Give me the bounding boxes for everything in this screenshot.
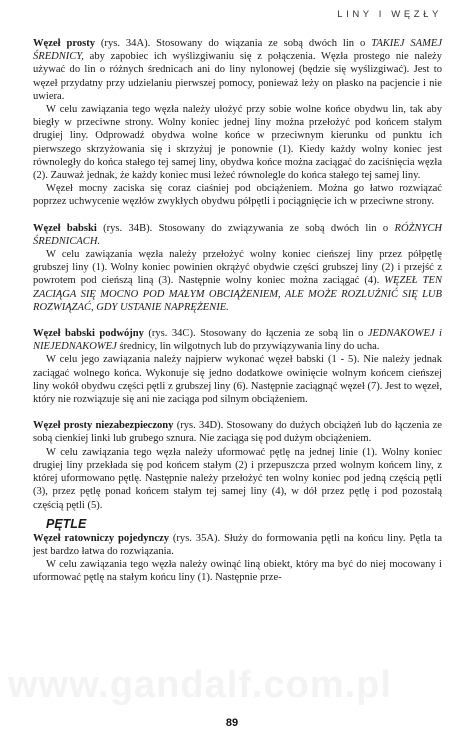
paragraph-text: (rys. 34D). Stosowany do dużych obciążeń lub do łączenia ze sobą cienkiej linki lub grubego sznura. Nie zaciąga się pod dużym obciążeniem. bbox=[33, 420, 442, 445]
paragraph-bowline-intro bbox=[33, 532, 442, 558]
watermark: www.gandalf.com.pl bbox=[8, 664, 392, 706]
paragraph-carrick-bend-intro bbox=[33, 419, 442, 445]
paragraph-carrick-bend-instructions: W celu zawiązania tego węzła należy uformować pętlę na jednej linie (1). Wolny koniec drugiej liny przekłada się pod końcem stałym (2) i przepuszcza przed wolnym końcem liny, z której uformowano pętlę. Następnie należy przełożyć ten wolny koniec pod jedną częścią pętli (3), przez pętlę ponad końcem stałym tej samej liny (4), w dół przez pętlę i pod pozostałą częścią pętli (5). bbox=[33, 446, 442, 511]
knot-name: Węzeł ratowniczy pojedynczy bbox=[33, 532, 170, 544]
paragraph-text: (rys. 34B). Stosowany do związywania ze sobą dwóch lin o bbox=[96, 222, 395, 234]
paragraph-reef-knot-intro bbox=[33, 37, 442, 103]
knot-name: Węzeł babski podwójny bbox=[33, 328, 144, 340]
knot-name: Węzeł babski bbox=[33, 222, 97, 234]
paragraph-reef-knot-instructions: W celu zawiązania tego węzła należy ułożyć przy sobie wolne końce obydwu lin, tak aby biegły w przeciwne strony. Wolny koniec jednej liny można przełożyć pod końcem stałym drugiej liny. Odprowadź obydwa wolne końce w przeciwnym kierunku od punktu ich pierwszego skrzyżowania się i skrzyżuj je ponownie (1). Kiedy każdy wolny koniec jest równoległy do końca stałego tej samej liny, obydwa końce można zaciągać do zaciśnięcia węzła (2). Zauważ jednak, że każdy koniec musi leżeć równolegle do końca stałego tej samej liny. bbox=[33, 104, 442, 182]
running-head: LINY I WĘZŁY bbox=[337, 9, 442, 20]
page-number: 89 bbox=[225, 717, 239, 729]
emphasis-text: RÓŻNYCH ŚREDNICACH. bbox=[33, 222, 442, 247]
knot-name: Węzeł prosty niezabezpieczony bbox=[33, 420, 174, 432]
paragraph-reef-knot-release: Węzeł mocny zaciska się coraz ciaśniej pod obciążeniem. Można go łatwo rozwiązać poprzez uchwycenie węzłów zwykłych obydwu półpętli i pociągnięcie ich w przeciwne strony. bbox=[33, 183, 442, 208]
emphasis-text: TAKIEJ SAMEJ ŚREDNICY, bbox=[33, 38, 442, 63]
paragraph-text: (rys. 34A). Stosowany do wiązania ze sobą dwóch lin o bbox=[94, 38, 372, 49]
paragraph-text: aby zapobiec ich wyślizgiwaniu się z połączenia. Węzła prostego nie należy używać do lin o różnych średnicach ani do liny nylonowej (będzie się wyślizgiwać). Jest to węzeł przydatny przy udzielaniu pierwszej pomocy, ponieważ leży on płasko na pacjencie i nie uwiera. bbox=[33, 51, 442, 102]
body-text bbox=[33, 37, 442, 585]
paragraph-sheet-bend-instructions bbox=[33, 248, 442, 314]
emphasis-text: WĘZEŁ TEN ZACIĄGA SIĘ MOCNO POD MAŁYM OBCIĄŻENIEM, ALE MOŻE ROZLUŹNIĆ SIĘ LUB ROZWIĄZAĆ, GDY USTANIE NAPRĘŻENIE. bbox=[33, 275, 442, 313]
knot-name: Węzeł prosty bbox=[33, 38, 95, 49]
paragraph-double-sheet-bend-intro bbox=[33, 327, 442, 353]
paragraph-sheet-bend-intro bbox=[33, 222, 442, 248]
paragraph-text: (rys. 34C). Stosowany do łączenia ze sobą lin o bbox=[143, 328, 368, 340]
section-heading-loops: PĘTLE bbox=[46, 516, 87, 531]
paragraph-bowline-instructions: W celu zawiązania tego węzła należy owinąć liną obiekt, który ma być do niej mocowany i uformować pętlę na stałym końcu liny (1). Następnie prze- bbox=[33, 559, 442, 584]
paragraph-text: średnicy, lin wilgotnych lub do przywiązywania liny do ucha. bbox=[116, 341, 380, 353]
paragraph-text: W celu zawiązania węzła należy przełożyć wolny koniec cieńszej liny przez półpętlę grubszej liny (1). Wolny koniec powinien okrążyć obydwie części grubszej liny (2) i przejść z powrotem pod cieńszą liną (3). Następnie wolny koniec można zaciągać (4). bbox=[33, 249, 442, 287]
paragraph-text: (rys. 35A). Służy do formowania pętli na końcu liny. Pętla ta jest bardzo łatwa do rozwiązania. bbox=[33, 532, 443, 557]
paragraph-double-sheet-bend-instructions: W celu jego zawiązania należy najpierw wykonać węzeł babski (1 - 5). Nie należy jednak zaciągać wolnego końca. Wykonuje się jedno dodatkowe owinięcie wolnym końcem cieńszej liny wokół obydwu części pętli z grubszej liny (6). Następnie zaciągnąć węzeł (7). Jest to węzeł, który nie rozwiązuje się ani nie zaciąga pod silnym obciążeniem. bbox=[33, 354, 442, 406]
emphasis-text: JEDNAKOWEJ i NIEJEDNAKOWEJ bbox=[33, 328, 442, 353]
